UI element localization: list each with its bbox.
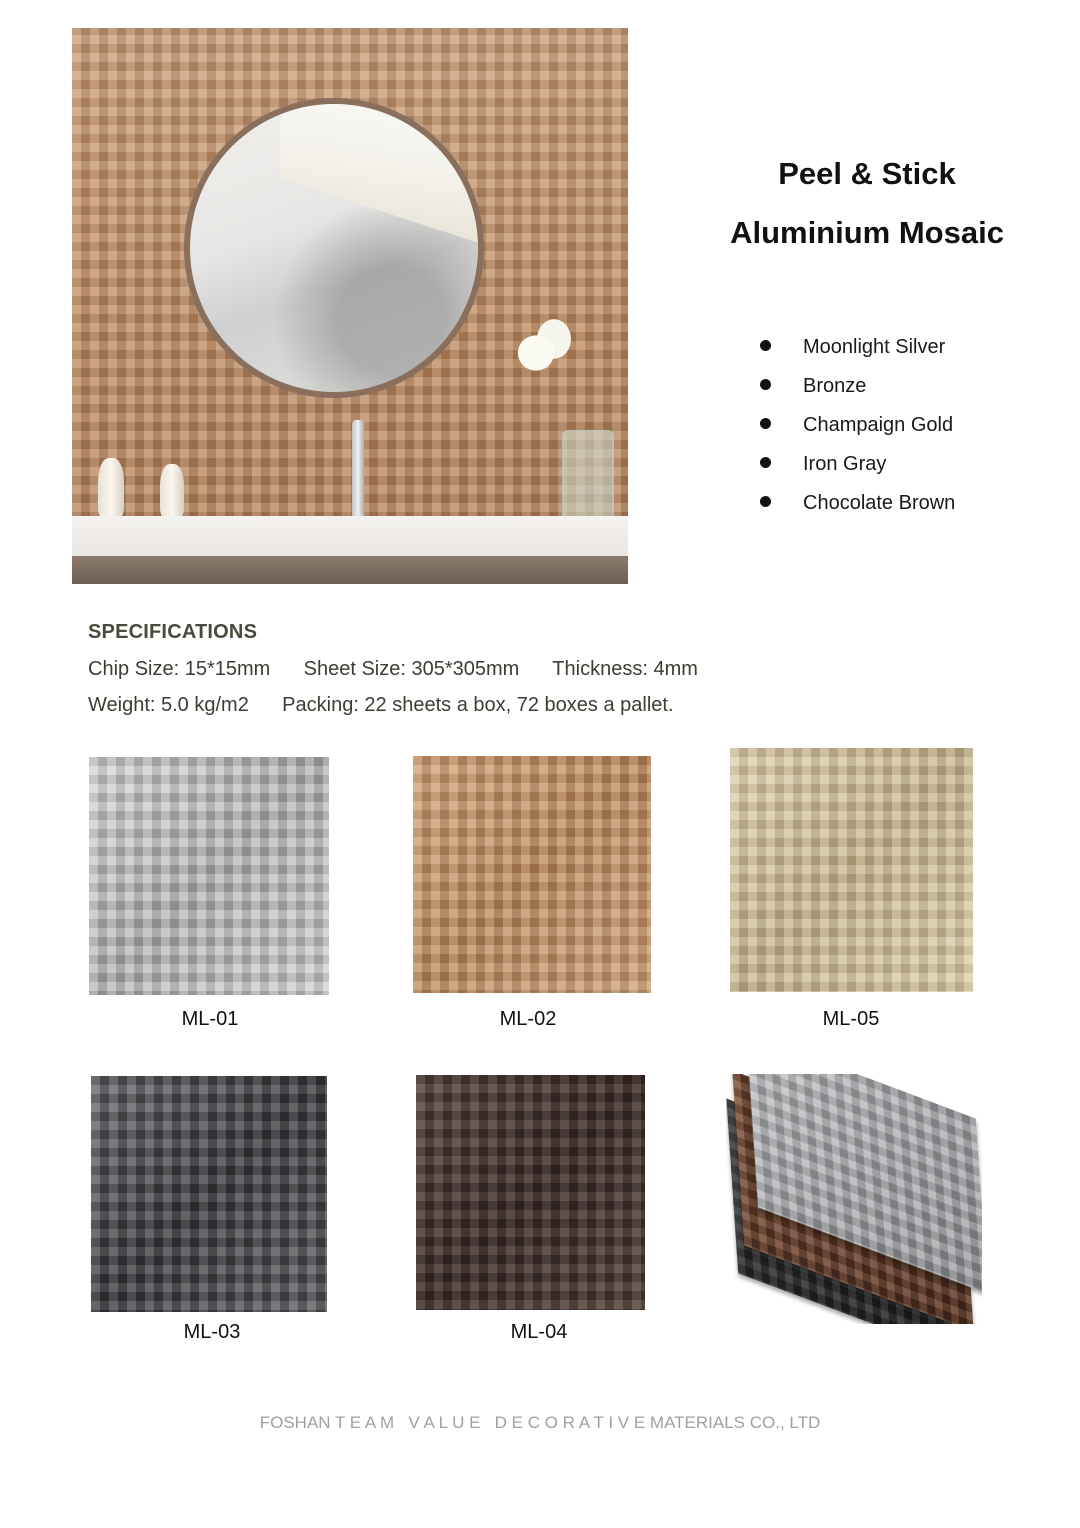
vanity-cabinet [72, 556, 628, 584]
sample-tile-ml-05 [730, 748, 973, 992]
list-item-label: Moonlight Silver [803, 336, 946, 358]
bullet-icon [760, 418, 771, 429]
company-footer: FOSHAN T E A M V A L U E D E C O R A T I V E MATERIALS CO., LTD [259, 1413, 821, 1432]
bullet-icon [760, 457, 771, 468]
list-item-label: Bronze [803, 375, 867, 397]
bottle [160, 464, 184, 518]
sample-label: ML-01 [181, 1008, 239, 1030]
title-line-2: Aluminium Mosaic [730, 215, 1004, 250]
list-item-label: Champaign Gold [803, 414, 954, 436]
sample-label: ML-04 [510, 1321, 568, 1343]
list-item-label: Iron Gray [803, 453, 887, 475]
bullet-icon [760, 496, 771, 507]
sample-label: ML-03 [183, 1321, 241, 1343]
spec-line-2: Weight: 5.0 kg/m2 Packing: 22 sheets a box, 72 boxes a pallet. [88, 694, 674, 716]
list-item [760, 375, 866, 398]
calla-lilies [512, 318, 572, 388]
faucet [352, 420, 364, 520]
bottle [98, 458, 124, 518]
marble-counter [72, 516, 628, 556]
list-item [760, 414, 953, 437]
title-line-1: Peel & Stick [778, 156, 956, 191]
specifications-heading: SPECIFICATIONS [88, 621, 258, 643]
sample-tile-ml-02 [413, 756, 651, 993]
list-item [760, 492, 955, 515]
bullet-icon [760, 340, 771, 351]
round-mirror [184, 98, 484, 398]
mirror-reflection [280, 98, 484, 250]
list-item [760, 453, 886, 476]
glass-vase [562, 430, 614, 524]
hero-bathroom-photo [72, 28, 628, 584]
sample-tile-ml-03 [91, 1076, 327, 1312]
sample-label: ML-02 [499, 1008, 557, 1030]
spec-line-1: Chip Size: 15*15mm Sheet Size: 305*305mm Thickness: 4mm [88, 658, 698, 680]
list-item [760, 336, 945, 359]
sample-label: ML-05 [822, 1008, 880, 1030]
list-item-label: Chocolate Brown [803, 492, 956, 514]
bullet-icon [760, 379, 771, 390]
sample-tile-ml-04 [416, 1075, 645, 1310]
sample-tile-ml-01 [89, 757, 329, 995]
stacked-sheets-photo [726, 1074, 982, 1324]
